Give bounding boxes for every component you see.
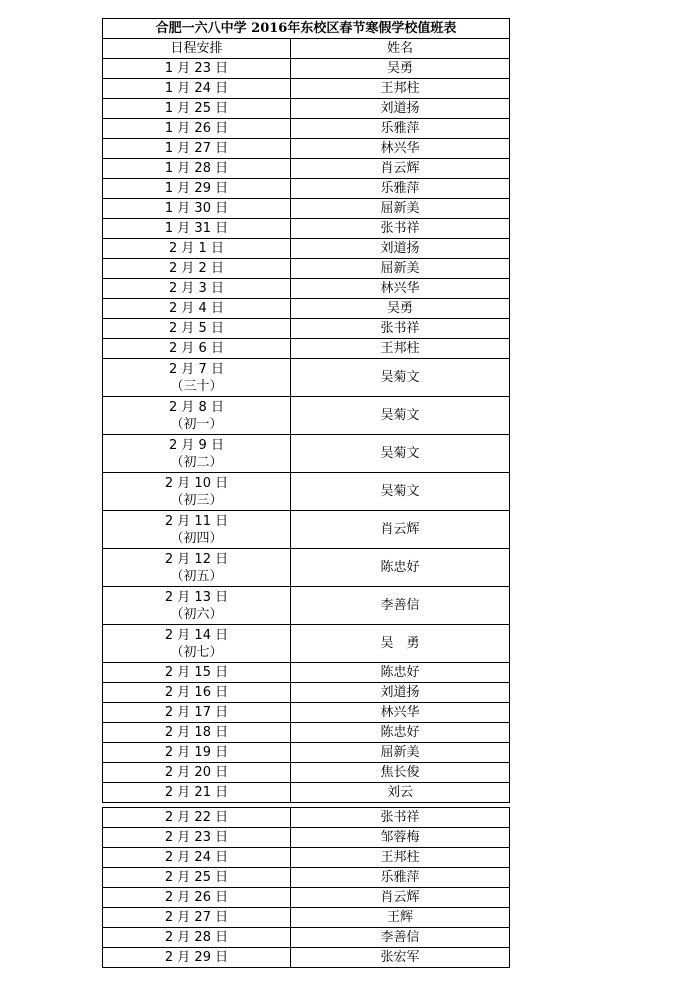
lunar-note: （初四） xyxy=(170,530,223,546)
schedule-cell xyxy=(103,219,291,239)
schedule-cell xyxy=(103,179,291,199)
table-row xyxy=(103,743,510,763)
table-row xyxy=(103,723,510,743)
table-row xyxy=(103,159,510,179)
schedule-cell xyxy=(103,908,291,928)
date-text: 2 月 23 日 xyxy=(164,830,229,845)
name-cell: 李善信 xyxy=(291,928,510,948)
date-text: 2 月 18 日 xyxy=(164,725,229,740)
schedule-cell xyxy=(103,59,291,79)
date-text: 1 月 23 日 xyxy=(164,61,229,76)
schedule-cell xyxy=(103,139,291,159)
name-cell: 张书祥 xyxy=(291,319,510,339)
name-cell: 屈新美 xyxy=(291,259,510,279)
name-cell: 吴菊文 xyxy=(291,435,510,473)
name-cell: 吴菊文 xyxy=(291,397,510,435)
date-text: 2 月 17 日 xyxy=(164,705,229,720)
table-row xyxy=(103,828,510,848)
table-row xyxy=(103,139,510,159)
schedule-cell xyxy=(103,549,291,587)
table-row xyxy=(103,119,510,139)
name-cell: 张书祥 xyxy=(291,219,510,239)
name-cell: 陈忠好 xyxy=(291,549,510,587)
date-text: 2 月 19 日 xyxy=(164,745,229,760)
name-cell: 肖云辉 xyxy=(291,511,510,549)
schedule-cell xyxy=(103,587,291,625)
table-row xyxy=(103,763,510,783)
name-cell: 邹蓉梅 xyxy=(291,828,510,848)
table-row xyxy=(103,549,510,587)
name-cell: 陈忠好 xyxy=(291,663,510,683)
lunar-note: （三十） xyxy=(170,378,223,394)
schedule-cell xyxy=(103,259,291,279)
table-row xyxy=(103,339,510,359)
schedule-cell xyxy=(103,625,291,663)
schedule-cell xyxy=(103,783,291,803)
table-row xyxy=(103,948,510,968)
lunar-note: （初六） xyxy=(170,606,223,622)
date-text: 2 月 3 日 xyxy=(169,281,224,296)
schedule-cell xyxy=(103,199,291,219)
schedule-cell xyxy=(103,319,291,339)
column-header-schedule: 日程安排 xyxy=(103,39,291,59)
schedule-cell xyxy=(103,868,291,888)
name-cell: 林兴华 xyxy=(291,703,510,723)
column-header-name: 姓名 xyxy=(291,39,510,59)
table-title: 合肥一六八中学 2016年东校区春节寒假学校值班表 xyxy=(103,19,510,39)
table-row xyxy=(103,868,510,888)
schedule-cell xyxy=(103,511,291,549)
name-cell: 乐雅萍 xyxy=(291,179,510,199)
date-text: 2 月 14 日 xyxy=(164,627,229,643)
date-text: 2 月 1 日 xyxy=(169,241,224,256)
table-row xyxy=(103,359,510,397)
schedule-cell xyxy=(103,683,291,703)
schedule-cell xyxy=(103,828,291,848)
lunar-note: （初三） xyxy=(170,492,223,508)
name-cell: 焦长俊 xyxy=(291,763,510,783)
table-row xyxy=(103,259,510,279)
schedule-cell xyxy=(103,763,291,783)
schedule-cell xyxy=(103,723,291,743)
schedule-cell xyxy=(103,663,291,683)
lunar-note: （初五） xyxy=(170,568,223,584)
name-cell: 林兴华 xyxy=(291,139,510,159)
name-cell: 屈新美 xyxy=(291,743,510,763)
table-row xyxy=(103,319,510,339)
table-row xyxy=(103,703,510,723)
schedule-cell xyxy=(103,299,291,319)
schedule-cell xyxy=(103,279,291,299)
name-cell: 王邦柱 xyxy=(291,339,510,359)
name-cell: 乐雅萍 xyxy=(291,868,510,888)
name-cell: 刘云 xyxy=(291,783,510,803)
table-row xyxy=(103,625,510,663)
date-text: 2 月 6 日 xyxy=(169,341,224,356)
table-row xyxy=(103,279,510,299)
date-text: 2 月 9 日 xyxy=(169,437,224,453)
table-row xyxy=(103,59,510,79)
date-text: 2 月 12 日 xyxy=(164,551,229,567)
date-text: 1 月 28 日 xyxy=(164,161,229,176)
name-cell: 吴 勇 xyxy=(291,625,510,663)
date-text: 2 月 21 日 xyxy=(164,785,229,800)
date-text: 2 月 4 日 xyxy=(169,301,224,316)
schedule-cell xyxy=(103,359,291,397)
schedule-cell xyxy=(103,79,291,99)
schedule-cell xyxy=(103,808,291,828)
schedule-cell xyxy=(103,159,291,179)
name-cell: 乐雅萍 xyxy=(291,119,510,139)
schedule-cell xyxy=(103,435,291,473)
table-row xyxy=(103,179,510,199)
duty-table-part1 xyxy=(102,18,510,803)
date-text: 2 月 8 日 xyxy=(169,399,224,415)
name-cell: 屈新美 xyxy=(291,199,510,219)
schedule-cell xyxy=(103,848,291,868)
date-text: 2 月 10 日 xyxy=(164,475,229,491)
table-row xyxy=(103,783,510,803)
schedule-cell xyxy=(103,948,291,968)
table-row xyxy=(103,663,510,683)
name-cell: 吴勇 xyxy=(291,299,510,319)
date-text: 1 月 25 日 xyxy=(164,101,229,116)
table-row xyxy=(103,219,510,239)
name-cell: 吴勇 xyxy=(291,59,510,79)
name-cell: 刘道扬 xyxy=(291,239,510,259)
schedule-cell xyxy=(103,397,291,435)
name-cell: 张书祥 xyxy=(291,808,510,828)
name-cell: 王辉 xyxy=(291,908,510,928)
schedule-cell xyxy=(103,743,291,763)
name-cell: 张宏军 xyxy=(291,948,510,968)
table-row xyxy=(103,587,510,625)
date-text: 1 月 26 日 xyxy=(164,121,229,136)
name-cell: 刘道扬 xyxy=(291,683,510,703)
date-text: 1 月 27 日 xyxy=(164,141,229,156)
date-text: 2 月 29 日 xyxy=(164,950,229,965)
name-cell: 李善信 xyxy=(291,587,510,625)
schedule-cell xyxy=(103,339,291,359)
lunar-note: （初二） xyxy=(170,454,223,470)
lunar-note: （初七） xyxy=(170,644,223,660)
lunar-note: （初一） xyxy=(170,416,223,432)
table-row xyxy=(103,511,510,549)
name-cell: 肖云辉 xyxy=(291,888,510,908)
date-text: 1 月 31 日 xyxy=(164,221,229,236)
schedule-cell xyxy=(103,928,291,948)
name-cell: 陈忠好 xyxy=(291,723,510,743)
table-row xyxy=(103,473,510,511)
date-text: 2 月 5 日 xyxy=(169,321,224,336)
date-text: 1 月 24 日 xyxy=(164,81,229,96)
date-text: 2 月 25 日 xyxy=(164,870,229,885)
name-cell: 王邦柱 xyxy=(291,79,510,99)
table-row xyxy=(103,683,510,703)
name-cell: 吴菊文 xyxy=(291,359,510,397)
date-text: 2 月 28 日 xyxy=(164,930,229,945)
duty-table-part2 xyxy=(102,807,510,968)
date-text: 2 月 2 日 xyxy=(169,261,224,276)
name-cell: 王邦柱 xyxy=(291,848,510,868)
table-row xyxy=(103,79,510,99)
table-row xyxy=(103,888,510,908)
schedule-cell xyxy=(103,119,291,139)
date-text: 1 月 29 日 xyxy=(164,181,229,196)
schedule-cell xyxy=(103,99,291,119)
date-text: 2 月 27 日 xyxy=(164,910,229,925)
table-row xyxy=(103,299,510,319)
table-row xyxy=(103,199,510,219)
name-cell: 刘道扬 xyxy=(291,99,510,119)
table-row xyxy=(103,397,510,435)
table-row xyxy=(103,239,510,259)
name-cell: 肖云辉 xyxy=(291,159,510,179)
date-text: 2 月 20 日 xyxy=(164,765,229,780)
date-text: 2 月 24 日 xyxy=(164,850,229,865)
date-text: 2 月 16 日 xyxy=(164,685,229,700)
date-text: 2 月 7 日 xyxy=(169,361,224,377)
date-text: 2 月 13 日 xyxy=(164,589,229,605)
table-row xyxy=(103,99,510,119)
date-text: 2 月 15 日 xyxy=(164,665,229,680)
schedule-cell xyxy=(103,239,291,259)
schedule-cell xyxy=(103,888,291,908)
schedule-cell xyxy=(103,703,291,723)
schedule-cell xyxy=(103,473,291,511)
table-row xyxy=(103,808,510,828)
date-text: 2 月 26 日 xyxy=(164,890,229,905)
table-row xyxy=(103,908,510,928)
table-row xyxy=(103,435,510,473)
date-text: 2 月 22 日 xyxy=(164,810,229,825)
date-text: 1 月 30 日 xyxy=(164,201,229,216)
date-text: 2 月 11 日 xyxy=(164,513,229,529)
name-cell: 吴菊文 xyxy=(291,473,510,511)
table-row xyxy=(103,848,510,868)
name-cell: 林兴华 xyxy=(291,279,510,299)
table-row xyxy=(103,928,510,948)
